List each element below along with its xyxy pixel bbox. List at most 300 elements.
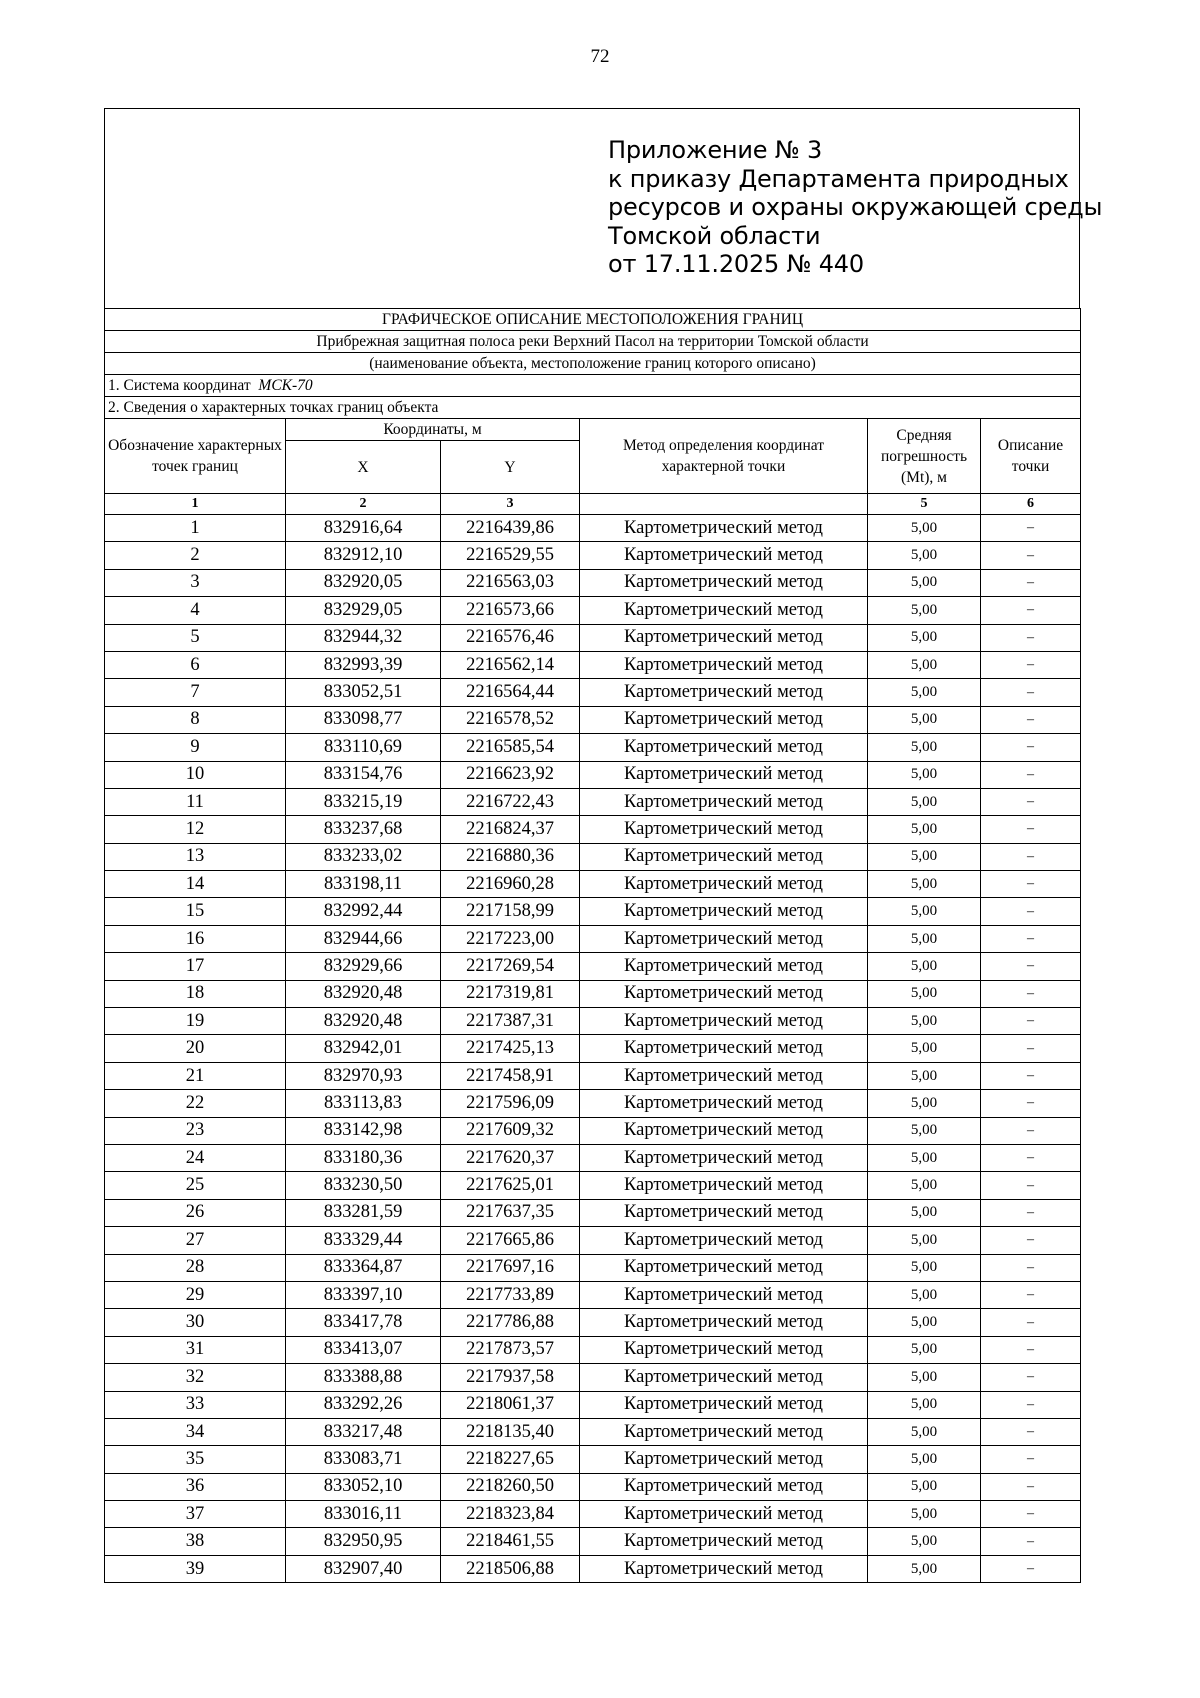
table-row (105, 1336, 1081, 1363)
coord-x: 832920,48 (286, 980, 441, 1007)
table-row (105, 1446, 1081, 1473)
coord-y: 2218323,84 (441, 1501, 580, 1528)
method: Картометрический метод (580, 651, 868, 678)
coord-x: 833364,87 (286, 1254, 441, 1281)
description: – (981, 597, 1081, 624)
method: Картометрический метод (580, 1309, 868, 1336)
coord-y: 2216529,55 (441, 542, 580, 569)
coord-y: 2217873,57 (441, 1336, 580, 1363)
appendix-line: Томской области (608, 221, 821, 250)
table-row (105, 597, 1081, 624)
point-number: 22 (105, 1090, 286, 1117)
accuracy: 5,00 (868, 515, 981, 542)
method: Картометрический метод (580, 843, 868, 870)
coord-x: 833198,11 (286, 871, 441, 898)
table-row (105, 843, 1081, 870)
description: – (981, 542, 1081, 569)
table-row (105, 1117, 1081, 1144)
table-row (105, 1172, 1081, 1199)
point-number: 38 (105, 1528, 286, 1555)
table-row (105, 1555, 1081, 1582)
method: Картометрический метод (580, 1446, 868, 1473)
accuracy: 5,00 (868, 1254, 981, 1281)
description: – (981, 1199, 1081, 1226)
table-row (105, 651, 1081, 678)
method: Картометрический метод (580, 597, 868, 624)
accuracy: 5,00 (868, 1172, 981, 1199)
table-row (105, 542, 1081, 569)
accuracy: 5,00 (868, 1528, 981, 1555)
description: – (981, 651, 1081, 678)
description: – (981, 1172, 1081, 1199)
table-row (105, 816, 1081, 843)
point-number: 21 (105, 1062, 286, 1089)
coord-y: 2216563,03 (441, 569, 580, 596)
description: – (981, 1418, 1081, 1445)
method: Картометрический метод (580, 953, 868, 980)
col-accuracy: Средняя погрешность (Mt), м (868, 419, 981, 494)
accuracy: 5,00 (868, 1144, 981, 1171)
col-description: Описание точки (981, 419, 1081, 494)
coord-x: 832950,95 (286, 1528, 441, 1555)
method: Картометрический метод (580, 871, 868, 898)
table-row (105, 734, 1081, 761)
description: – (981, 1281, 1081, 1308)
accuracy: 5,00 (868, 1035, 981, 1062)
accuracy: 5,00 (868, 1446, 981, 1473)
method: Картометрический метод (580, 1336, 868, 1363)
method: Картометрический метод (580, 1418, 868, 1445)
appendix-line: от 17.11.2025 № 440 (608, 250, 864, 278)
point-number: 36 (105, 1473, 286, 1500)
table-row (105, 1418, 1081, 1445)
description: – (981, 816, 1081, 843)
description: – (981, 1227, 1081, 1254)
coord-x: 833215,19 (286, 788, 441, 815)
table-row (105, 1364, 1081, 1391)
point-number: 1 (105, 515, 286, 542)
description: – (981, 843, 1081, 870)
point-number: 14 (105, 871, 286, 898)
method: Картометрический метод (580, 761, 868, 788)
coord-y: 2218227,65 (441, 1446, 580, 1473)
page-number: 72 (590, 46, 610, 67)
point-number: 25 (105, 1172, 286, 1199)
method: Картометрический метод (580, 569, 868, 596)
accuracy: 5,00 (868, 1281, 981, 1308)
col-number: 5 (868, 494, 981, 515)
coord-x: 833217,48 (286, 1418, 441, 1445)
col-x: X (286, 441, 441, 494)
description: – (981, 624, 1081, 651)
table-row (105, 1227, 1081, 1254)
point-number: 18 (105, 980, 286, 1007)
method: Картометрический метод (580, 1364, 868, 1391)
coord-y: 2216623,92 (441, 761, 580, 788)
point-number: 24 (105, 1144, 286, 1171)
accuracy: 5,00 (868, 1364, 981, 1391)
col-number: 6 (981, 494, 1081, 515)
accuracy: 5,00 (868, 1199, 981, 1226)
accuracy: 5,00 (868, 953, 981, 980)
method: Картометрический метод (580, 1227, 868, 1254)
col-number: 2 (286, 494, 441, 515)
coord-y: 2216722,43 (441, 788, 580, 815)
point-number: 16 (105, 925, 286, 952)
accuracy: 5,00 (868, 679, 981, 706)
description: – (981, 788, 1081, 815)
point-number: 20 (105, 1035, 286, 1062)
description: – (981, 761, 1081, 788)
table-row (105, 1062, 1081, 1089)
appendix-line: ресурсов и охраны окружающей среды (608, 193, 1103, 221)
accuracy: 5,00 (868, 788, 981, 815)
coord-y: 2217733,89 (441, 1281, 580, 1308)
method: Картометрический метод (580, 624, 868, 651)
table-row (105, 871, 1081, 898)
method: Картометрический метод (580, 980, 868, 1007)
description: – (981, 1528, 1081, 1555)
accuracy: 5,00 (868, 651, 981, 678)
coord-x: 832992,44 (286, 898, 441, 925)
coord-y: 2216578,52 (441, 706, 580, 733)
coord-y: 2217665,86 (441, 1227, 580, 1254)
coord-x: 832929,66 (286, 953, 441, 980)
point-number: 13 (105, 843, 286, 870)
point-number: 30 (105, 1309, 286, 1336)
coord-x: 833237,68 (286, 816, 441, 843)
coord-x: 832993,39 (286, 651, 441, 678)
coord-y: 2217697,16 (441, 1254, 580, 1281)
table-row (105, 1473, 1081, 1500)
coord-y: 2218506,88 (441, 1555, 580, 1582)
points-info: 2. Сведения о характерных точках границ объекта (105, 397, 1081, 419)
coord-y: 2218260,50 (441, 1473, 580, 1500)
coord-y: 2216562,14 (441, 651, 580, 678)
description: – (981, 706, 1081, 733)
coord-x: 833083,71 (286, 1446, 441, 1473)
method: Картометрический метод (580, 542, 868, 569)
coord-x: 833417,78 (286, 1309, 441, 1336)
point-number: 2 (105, 542, 286, 569)
coordinate-system (105, 375, 1081, 397)
description: – (981, 1336, 1081, 1363)
table-row (105, 1391, 1081, 1418)
coord-x: 832944,32 (286, 624, 441, 651)
point-number: 33 (105, 1391, 286, 1418)
table-row (105, 1501, 1081, 1528)
coord-y: 2216576,46 (441, 624, 580, 651)
description: – (981, 1062, 1081, 1089)
accuracy: 5,00 (868, 1227, 981, 1254)
accuracy: 5,00 (868, 1473, 981, 1500)
coord-x: 833154,76 (286, 761, 441, 788)
coord-x: 833233,02 (286, 843, 441, 870)
table-row (105, 925, 1081, 952)
coord-x: 833329,44 (286, 1227, 441, 1254)
point-number: 9 (105, 734, 286, 761)
description: – (981, 980, 1081, 1007)
method: Картометрический метод (580, 1172, 868, 1199)
coord-x: 833098,77 (286, 706, 441, 733)
method: Картометрический метод (580, 1008, 868, 1035)
method: Картометрический метод (580, 898, 868, 925)
coord-y: 2216880,36 (441, 843, 580, 870)
table-row (105, 706, 1081, 733)
description: – (981, 679, 1081, 706)
description: – (981, 1501, 1081, 1528)
coord-y: 2217458,91 (441, 1062, 580, 1089)
table-row (105, 1008, 1081, 1035)
coord-y: 2217609,32 (441, 1117, 580, 1144)
description: – (981, 734, 1081, 761)
table-row (105, 1035, 1081, 1062)
coord-x: 832912,10 (286, 542, 441, 569)
coord-y: 2216960,28 (441, 871, 580, 898)
method: Картометрический метод (580, 706, 868, 733)
accuracy: 5,00 (868, 1391, 981, 1418)
point-number: 8 (105, 706, 286, 733)
method: Картометрический метод (580, 679, 868, 706)
col-number: 3 (441, 494, 580, 515)
method: Картометрический метод (580, 1117, 868, 1144)
point-number: 11 (105, 788, 286, 815)
table-row (105, 980, 1081, 1007)
method: Картометрический метод (580, 515, 868, 542)
col-method: Метод определения координат характерной точки (580, 419, 868, 494)
coord-x: 833016,11 (286, 1501, 441, 1528)
method: Картометрический метод (580, 1062, 868, 1089)
description: – (981, 569, 1081, 596)
col-number (580, 494, 868, 515)
point-number: 29 (105, 1281, 286, 1308)
accuracy: 5,00 (868, 1090, 981, 1117)
description: – (981, 515, 1081, 542)
coord-y: 2216439,86 (441, 515, 580, 542)
table-row (105, 953, 1081, 980)
accuracy: 5,00 (868, 542, 981, 569)
point-number: 6 (105, 651, 286, 678)
table-row (105, 1281, 1081, 1308)
coord-y: 2217223,00 (441, 925, 580, 952)
point-number: 28 (105, 1254, 286, 1281)
description: – (981, 871, 1081, 898)
method: Картометрический метод (580, 1254, 868, 1281)
point-number: 7 (105, 679, 286, 706)
appendix-block (608, 136, 1102, 279)
accuracy: 5,00 (868, 1062, 981, 1089)
coord-y: 2217625,01 (441, 1172, 580, 1199)
coord-y: 2217387,31 (441, 1008, 580, 1035)
coord-y: 2217158,99 (441, 898, 580, 925)
point-number: 39 (105, 1555, 286, 1582)
coord-x: 832920,48 (286, 1008, 441, 1035)
point-number: 23 (105, 1117, 286, 1144)
appendix-line: к приказу Департамента природных (608, 164, 1069, 193)
description: – (981, 1446, 1081, 1473)
accuracy: 5,00 (868, 843, 981, 870)
coord-x: 832929,05 (286, 597, 441, 624)
accuracy: 5,00 (868, 1008, 981, 1035)
method: Картометрический метод (580, 1199, 868, 1226)
point-number: 34 (105, 1418, 286, 1445)
description: – (981, 1144, 1081, 1171)
description: – (981, 1391, 1081, 1418)
method: Картометрический метод (580, 1501, 868, 1528)
coordinate-system-label: 1. Система координат (108, 376, 251, 394)
description: – (981, 1008, 1081, 1035)
table-row (105, 1144, 1081, 1171)
col-point-designation: Обозначение характерных точек границ (105, 419, 286, 494)
accuracy: 5,00 (868, 980, 981, 1007)
description: – (981, 1309, 1081, 1336)
point-number: 5 (105, 624, 286, 651)
description: – (981, 898, 1081, 925)
coord-x: 832916,64 (286, 515, 441, 542)
boundary-points-table (104, 308, 1081, 1583)
object-name: Прибрежная защитная полоса реки Верхний Пасол на территории Томской области (105, 331, 1081, 353)
coord-y: 2218135,40 (441, 1418, 580, 1445)
table-row (105, 569, 1081, 596)
coord-y: 2217637,35 (441, 1199, 580, 1226)
accuracy: 5,00 (868, 761, 981, 788)
description: – (981, 1555, 1081, 1582)
point-number: 37 (105, 1501, 286, 1528)
table-row (105, 898, 1081, 925)
point-number: 15 (105, 898, 286, 925)
coord-y: 2217620,37 (441, 1144, 580, 1171)
accuracy: 5,00 (868, 1336, 981, 1363)
description: – (981, 953, 1081, 980)
col-y: Y (441, 441, 580, 494)
col-number: 1 (105, 494, 286, 515)
method: Картометрический метод (580, 1391, 868, 1418)
accuracy: 5,00 (868, 1418, 981, 1445)
table-row (105, 1309, 1081, 1336)
coord-y: 2216824,37 (441, 816, 580, 843)
point-number: 17 (105, 953, 286, 980)
method: Картометрический метод (580, 1090, 868, 1117)
point-number: 10 (105, 761, 286, 788)
accuracy: 5,00 (868, 1309, 981, 1336)
point-number: 26 (105, 1199, 286, 1226)
coord-x: 833292,26 (286, 1391, 441, 1418)
coord-x: 833230,50 (286, 1172, 441, 1199)
point-number: 19 (105, 1008, 286, 1035)
accuracy: 5,00 (868, 816, 981, 843)
accuracy: 5,00 (868, 1117, 981, 1144)
coord-y: 2216573,66 (441, 597, 580, 624)
description: – (981, 925, 1081, 952)
coord-x: 833052,10 (286, 1473, 441, 1500)
coord-x: 832920,05 (286, 569, 441, 596)
table-row (105, 1090, 1081, 1117)
coord-y: 2217937,58 (441, 1364, 580, 1391)
coord-y: 2217425,13 (441, 1035, 580, 1062)
coord-y: 2217269,54 (441, 953, 580, 980)
method: Картометрический метод (580, 1144, 868, 1171)
coord-y: 2218461,55 (441, 1528, 580, 1555)
accuracy: 5,00 (868, 624, 981, 651)
accuracy: 5,00 (868, 569, 981, 596)
coord-x: 832907,40 (286, 1555, 441, 1582)
coord-x: 833142,98 (286, 1117, 441, 1144)
coord-x: 833397,10 (286, 1281, 441, 1308)
method: Картометрический метод (580, 788, 868, 815)
table-row (105, 1254, 1081, 1281)
coord-y: 2217786,88 (441, 1309, 580, 1336)
coord-x: 833281,59 (286, 1199, 441, 1226)
coordinate-system-value: МСК-70 (258, 376, 313, 394)
accuracy: 5,00 (868, 1555, 981, 1582)
table-row (105, 624, 1081, 651)
point-number: 35 (105, 1446, 286, 1473)
col-coordinates: Координаты, м (286, 419, 580, 441)
coord-y: 2217319,81 (441, 980, 580, 1007)
coord-y: 2217596,09 (441, 1090, 580, 1117)
accuracy: 5,00 (868, 871, 981, 898)
coord-x: 833052,51 (286, 679, 441, 706)
description: – (981, 1254, 1081, 1281)
description: – (981, 1090, 1081, 1117)
coord-x: 833110,69 (286, 734, 441, 761)
method: Картометрический метод (580, 1555, 868, 1582)
coord-y: 2218061,37 (441, 1391, 580, 1418)
point-number: 4 (105, 597, 286, 624)
coord-x: 833180,36 (286, 1144, 441, 1171)
table-row (105, 1199, 1081, 1226)
coord-x: 832944,66 (286, 925, 441, 952)
point-number: 31 (105, 1336, 286, 1363)
coord-x: 833388,88 (286, 1364, 441, 1391)
point-number: 27 (105, 1227, 286, 1254)
table-row (105, 1528, 1081, 1555)
description: – (981, 1035, 1081, 1062)
method: Картометрический метод (580, 816, 868, 843)
method: Картометрический метод (580, 1035, 868, 1062)
coord-y: 2216564,44 (441, 679, 580, 706)
method: Картометрический метод (580, 925, 868, 952)
accuracy: 5,00 (868, 734, 981, 761)
method: Картометрический метод (580, 734, 868, 761)
method: Картометрический метод (580, 1281, 868, 1308)
table-row (105, 761, 1081, 788)
coord-x: 832970,93 (286, 1062, 441, 1089)
point-number: 32 (105, 1364, 286, 1391)
accuracy: 5,00 (868, 925, 981, 952)
point-number: 12 (105, 816, 286, 843)
coord-x: 833113,83 (286, 1090, 441, 1117)
description: – (981, 1364, 1081, 1391)
table-row (105, 679, 1081, 706)
table-row (105, 515, 1081, 542)
coord-y: 2216585,54 (441, 734, 580, 761)
coord-x: 833413,07 (286, 1336, 441, 1363)
method: Картометрический метод (580, 1473, 868, 1500)
accuracy: 5,00 (868, 898, 981, 925)
description: – (981, 1473, 1081, 1500)
coord-x: 832942,01 (286, 1035, 441, 1062)
accuracy: 5,00 (868, 706, 981, 733)
description: – (981, 1117, 1081, 1144)
method: Картометрический метод (580, 1528, 868, 1555)
accuracy: 5,00 (868, 1501, 981, 1528)
table-row (105, 788, 1081, 815)
accuracy: 5,00 (868, 597, 981, 624)
point-number: 3 (105, 569, 286, 596)
object-caption: (наименование объекта, местоположение границ которого описано) (105, 353, 1081, 375)
appendix-line: Приложение № 3 (608, 136, 823, 164)
